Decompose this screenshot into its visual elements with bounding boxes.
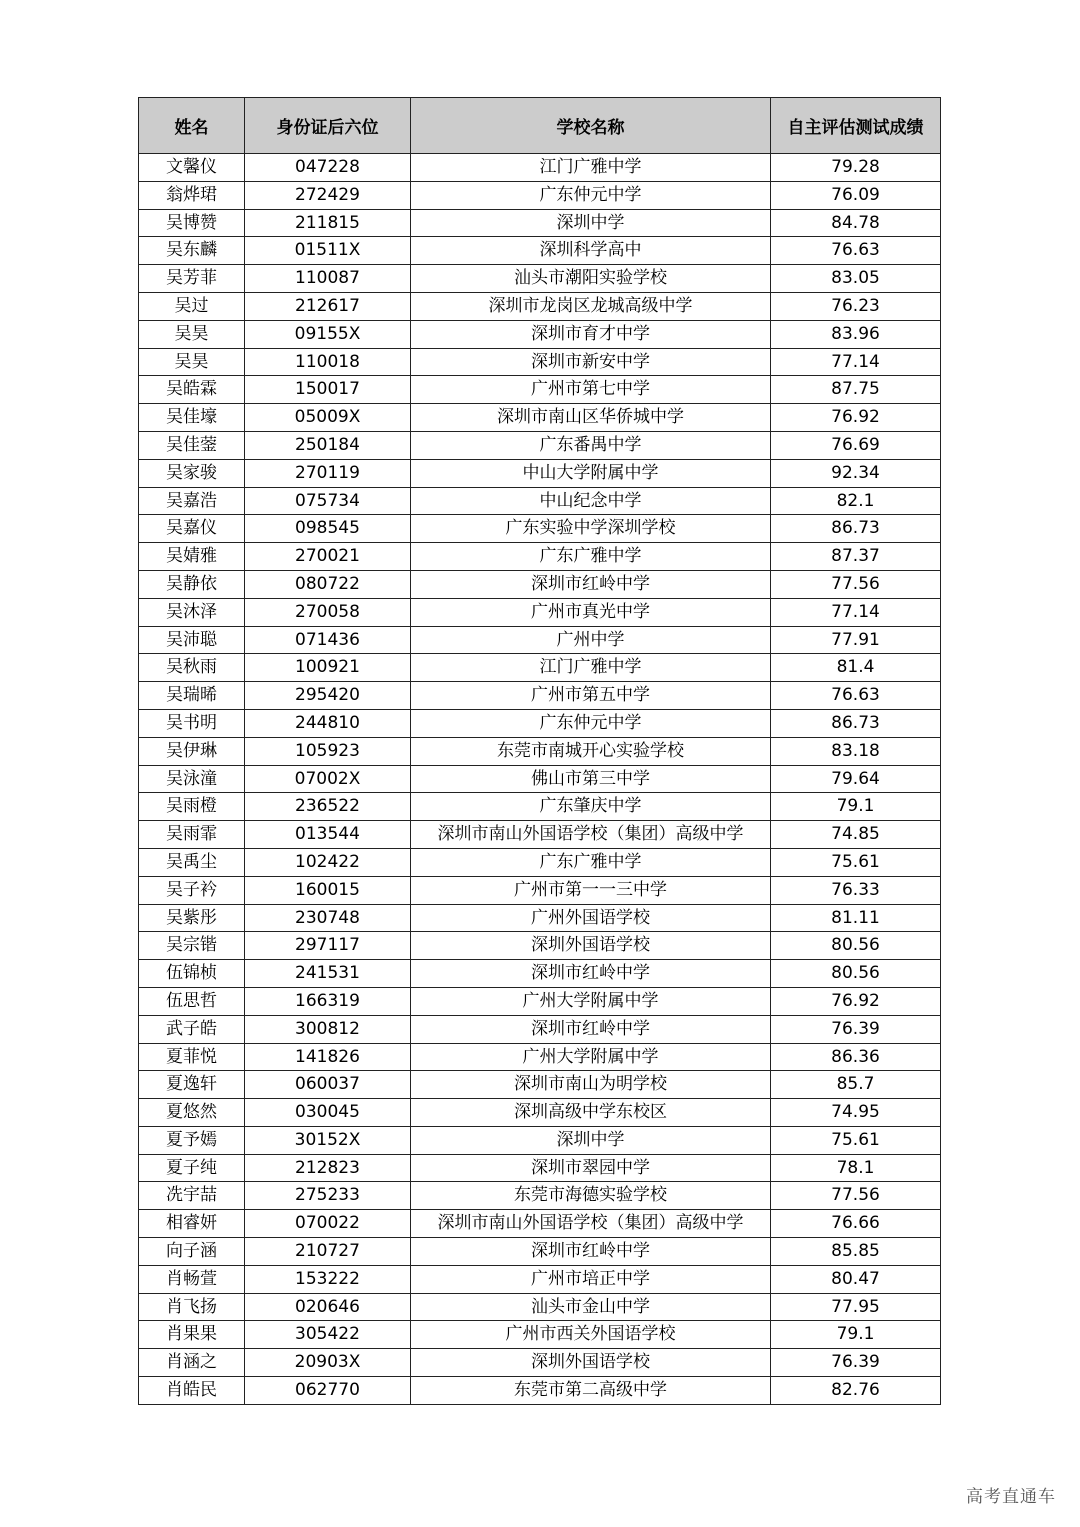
- cell-school-name: 深圳市红岭中学: [411, 960, 771, 988]
- cell-id-last-six: 236522: [245, 793, 411, 821]
- table-row: [139, 1210, 941, 1238]
- cell-name: 吴书明: [139, 709, 245, 737]
- cell-name: 吴子衿: [139, 876, 245, 904]
- cell-score: 81.11: [771, 904, 941, 932]
- table-row: [139, 1154, 941, 1182]
- cell-name: 吴静依: [139, 570, 245, 598]
- cell-name: 吴婧雅: [139, 543, 245, 571]
- cell-score: 78.1: [771, 1154, 941, 1182]
- cell-id-last-six: 212617: [245, 292, 411, 320]
- table-row: [139, 876, 941, 904]
- cell-id-last-six: 270058: [245, 598, 411, 626]
- cell-score: 77.14: [771, 348, 941, 376]
- cell-id-last-six: 020646: [245, 1293, 411, 1321]
- cell-id-last-six: 062770: [245, 1377, 411, 1405]
- cell-id-last-six: 100921: [245, 654, 411, 682]
- cell-school-name: 广东番禺中学: [411, 431, 771, 459]
- table-row: [139, 404, 941, 432]
- header-score: 自主评估测试成绩: [771, 98, 941, 154]
- cell-id-last-six: 080722: [245, 570, 411, 598]
- cell-school-name: 汕头市金山中学: [411, 1293, 771, 1321]
- cell-name: 吴雨霏: [139, 821, 245, 849]
- table-row: [139, 570, 941, 598]
- cell-id-last-six: 01511X: [245, 237, 411, 265]
- cell-school-name: 深圳外国语学校: [411, 1349, 771, 1377]
- cell-score: 76.23: [771, 292, 941, 320]
- cell-id-last-six: 07002X: [245, 765, 411, 793]
- cell-school-name: 广州市第一一三中学: [411, 876, 771, 904]
- table-row: [139, 543, 941, 571]
- cell-id-last-six: 030045: [245, 1099, 411, 1127]
- cell-school-name: 广东广雅中学: [411, 848, 771, 876]
- cell-score: 76.39: [771, 1349, 941, 1377]
- table-row: [139, 348, 941, 376]
- cell-school-name: 中山纪念中学: [411, 487, 771, 515]
- cell-id-last-six: 20903X: [245, 1349, 411, 1377]
- cell-school-name: 广东仲元中学: [411, 709, 771, 737]
- cell-name: 吴佳蓥: [139, 431, 245, 459]
- cell-id-last-six: 105923: [245, 737, 411, 765]
- cell-id-last-six: 230748: [245, 904, 411, 932]
- cell-name: 夏菲悦: [139, 1043, 245, 1071]
- cell-name: 吴过: [139, 292, 245, 320]
- cell-id-last-six: 110018: [245, 348, 411, 376]
- table-row: [139, 1265, 941, 1293]
- table-row: [139, 848, 941, 876]
- cell-id-last-six: 30152X: [245, 1126, 411, 1154]
- cell-school-name: 广东实验中学深圳学校: [411, 515, 771, 543]
- cell-name: 吴嘉仪: [139, 515, 245, 543]
- cell-school-name: 广东肇庆中学: [411, 793, 771, 821]
- cell-name: 夏悠然: [139, 1099, 245, 1127]
- cell-id-last-six: 075734: [245, 487, 411, 515]
- cell-school-name: 东莞市海德实验学校: [411, 1182, 771, 1210]
- table-row: [139, 1293, 941, 1321]
- cell-score: 83.96: [771, 320, 941, 348]
- cell-name: 肖皓民: [139, 1377, 245, 1405]
- table-row: [139, 960, 941, 988]
- cell-school-name: 深圳市红岭中学: [411, 1238, 771, 1266]
- table-row: [139, 1182, 941, 1210]
- table-row: [139, 765, 941, 793]
- cell-school-name: 佛山市第三中学: [411, 765, 771, 793]
- cell-id-last-six: 098545: [245, 515, 411, 543]
- cell-score: 77.56: [771, 1182, 941, 1210]
- cell-score: 79.64: [771, 765, 941, 793]
- cell-id-last-six: 250184: [245, 431, 411, 459]
- cell-school-name: 江门广雅中学: [411, 154, 771, 182]
- cell-school-name: 江门广雅中学: [411, 654, 771, 682]
- cell-score: 76.92: [771, 404, 941, 432]
- table-body: [139, 154, 941, 1405]
- table-row: [139, 626, 941, 654]
- cell-school-name: 深圳市龙岗区龙城高级中学: [411, 292, 771, 320]
- cell-school-name: 深圳市新安中学: [411, 348, 771, 376]
- cell-id-last-six: 102422: [245, 848, 411, 876]
- cell-score: 80.56: [771, 932, 941, 960]
- cell-score: 77.56: [771, 570, 941, 598]
- cell-school-name: 东莞市第二高级中学: [411, 1377, 771, 1405]
- table-row: [139, 821, 941, 849]
- table-row: [139, 487, 941, 515]
- table-row: [139, 1349, 941, 1377]
- cell-school-name: 深圳市南山区华侨城中学: [411, 404, 771, 432]
- cell-school-name: 广州市第五中学: [411, 682, 771, 710]
- cell-id-last-six: 297117: [245, 932, 411, 960]
- header-id-last-six: 身份证后六位: [245, 98, 411, 154]
- table-row: [139, 459, 941, 487]
- cell-id-last-six: 295420: [245, 682, 411, 710]
- cell-school-name: 广东广雅中学: [411, 543, 771, 571]
- table-row: [139, 1099, 941, 1127]
- cell-score: 85.85: [771, 1238, 941, 1266]
- table-row: [139, 154, 941, 182]
- cell-score: 77.95: [771, 1293, 941, 1321]
- score-table-container: [138, 97, 940, 1405]
- cell-school-name: 深圳市红岭中学: [411, 1015, 771, 1043]
- cell-score: 76.39: [771, 1015, 941, 1043]
- table-row: [139, 987, 941, 1015]
- cell-name: 吴紫彤: [139, 904, 245, 932]
- cell-id-last-six: 05009X: [245, 404, 411, 432]
- cell-score: 80.47: [771, 1265, 941, 1293]
- cell-name: 吴宗锴: [139, 932, 245, 960]
- table-row: [139, 1126, 941, 1154]
- table-row: [139, 1238, 941, 1266]
- cell-score: 76.66: [771, 1210, 941, 1238]
- cell-name: 肖果果: [139, 1321, 245, 1349]
- table-row: [139, 1071, 941, 1099]
- cell-name: 吴沐泽: [139, 598, 245, 626]
- cell-score: 86.36: [771, 1043, 941, 1071]
- table-row: [139, 737, 941, 765]
- cell-id-last-six: 060037: [245, 1071, 411, 1099]
- cell-name: 伍锦桢: [139, 960, 245, 988]
- cell-score: 87.37: [771, 543, 941, 571]
- header-school-name: 学校名称: [411, 98, 771, 154]
- cell-school-name: 深圳市红岭中学: [411, 570, 771, 598]
- cell-name: 吴皓霖: [139, 376, 245, 404]
- cell-name: 伍思哲: [139, 987, 245, 1015]
- cell-id-last-six: 141826: [245, 1043, 411, 1071]
- cell-name: 吴佳壕: [139, 404, 245, 432]
- cell-id-last-six: 244810: [245, 709, 411, 737]
- cell-name: 吴博赞: [139, 209, 245, 237]
- cell-school-name: 深圳科学高中: [411, 237, 771, 265]
- cell-score: 76.09: [771, 181, 941, 209]
- cell-id-last-six: 153222: [245, 1265, 411, 1293]
- cell-name: 吴东麟: [139, 237, 245, 265]
- cell-id-last-six: 211815: [245, 209, 411, 237]
- cell-id-last-six: 210727: [245, 1238, 411, 1266]
- table-row: [139, 1015, 941, 1043]
- cell-score: 76.92: [771, 987, 941, 1015]
- cell-score: 86.73: [771, 709, 941, 737]
- cell-name: 肖飞扬: [139, 1293, 245, 1321]
- cell-id-last-six: 09155X: [245, 320, 411, 348]
- cell-name: 吴嘉浩: [139, 487, 245, 515]
- cell-id-last-six: 275233: [245, 1182, 411, 1210]
- cell-name: 武子皓: [139, 1015, 245, 1043]
- cell-name: 肖畅萱: [139, 1265, 245, 1293]
- cell-id-last-six: 013544: [245, 821, 411, 849]
- cell-name: 吴沛聪: [139, 626, 245, 654]
- cell-school-name: 广州大学附属中学: [411, 1043, 771, 1071]
- table-row: [139, 237, 941, 265]
- table-row: [139, 292, 941, 320]
- cell-id-last-six: 110087: [245, 265, 411, 293]
- cell-score: 82.76: [771, 1377, 941, 1405]
- cell-name: 夏予嫣: [139, 1126, 245, 1154]
- cell-name: 文馨仪: [139, 154, 245, 182]
- cell-name: 向子涵: [139, 1238, 245, 1266]
- cell-school-name: 东莞市南城开心实验学校: [411, 737, 771, 765]
- cell-score: 83.18: [771, 737, 941, 765]
- table-row: [139, 598, 941, 626]
- cell-school-name: 汕头市潮阳实验学校: [411, 265, 771, 293]
- cell-score: 75.61: [771, 848, 941, 876]
- table-row: [139, 431, 941, 459]
- cell-id-last-six: 300812: [245, 1015, 411, 1043]
- cell-id-last-six: 241531: [245, 960, 411, 988]
- cell-score: 79.1: [771, 793, 941, 821]
- cell-id-last-six: 047228: [245, 154, 411, 182]
- cell-school-name: 广州市培正中学: [411, 1265, 771, 1293]
- cell-name: 夏子纯: [139, 1154, 245, 1182]
- cell-score: 74.85: [771, 821, 941, 849]
- cell-school-name: 深圳市南山为明学校: [411, 1071, 771, 1099]
- score-table: [138, 97, 941, 1405]
- table-row: [139, 320, 941, 348]
- cell-name: 翁烨珺: [139, 181, 245, 209]
- cell-score: 76.63: [771, 682, 941, 710]
- table-row: [139, 904, 941, 932]
- table-row: [139, 709, 941, 737]
- cell-school-name: 广东仲元中学: [411, 181, 771, 209]
- cell-score: 75.61: [771, 1126, 941, 1154]
- cell-school-name: 深圳外国语学校: [411, 932, 771, 960]
- cell-id-last-six: 070022: [245, 1210, 411, 1238]
- cell-score: 83.05: [771, 265, 941, 293]
- cell-name: 夏逸轩: [139, 1071, 245, 1099]
- cell-school-name: 广州市西关外国语学校: [411, 1321, 771, 1349]
- cell-score: 76.69: [771, 431, 941, 459]
- cell-id-last-six: 150017: [245, 376, 411, 404]
- table-row: [139, 515, 941, 543]
- table-row: [139, 1043, 941, 1071]
- cell-score: 87.75: [771, 376, 941, 404]
- watermark: 高考直通车: [966, 1487, 1056, 1507]
- cell-id-last-six: 212823: [245, 1154, 411, 1182]
- cell-name: 吴瑞晞: [139, 682, 245, 710]
- cell-name: 吴禹尘: [139, 848, 245, 876]
- table-row: [139, 1377, 941, 1405]
- cell-score: 92.34: [771, 459, 941, 487]
- table-row: [139, 209, 941, 237]
- cell-id-last-six: 270119: [245, 459, 411, 487]
- cell-school-name: 中山大学附属中学: [411, 459, 771, 487]
- cell-name: 相睿妍: [139, 1210, 245, 1238]
- table-row: [139, 654, 941, 682]
- cell-school-name: 深圳市育才中学: [411, 320, 771, 348]
- cell-score: 74.95: [771, 1099, 941, 1127]
- table-row: [139, 181, 941, 209]
- cell-name: 肖涵之: [139, 1349, 245, 1377]
- cell-name: 冼宇喆: [139, 1182, 245, 1210]
- cell-name: 吴昊: [139, 348, 245, 376]
- table-row: [139, 793, 941, 821]
- table-row: [139, 932, 941, 960]
- cell-score: 85.7: [771, 1071, 941, 1099]
- cell-name: 吴伊琳: [139, 737, 245, 765]
- cell-name: 吴芳菲: [139, 265, 245, 293]
- cell-score: 76.63: [771, 237, 941, 265]
- cell-id-last-six: 166319: [245, 987, 411, 1015]
- cell-id-last-six: 071436: [245, 626, 411, 654]
- cell-school-name: 广州外国语学校: [411, 904, 771, 932]
- cell-score: 81.4: [771, 654, 941, 682]
- cell-id-last-six: 305422: [245, 1321, 411, 1349]
- cell-id-last-six: 272429: [245, 181, 411, 209]
- cell-school-name: 广州中学: [411, 626, 771, 654]
- cell-score: 84.78: [771, 209, 941, 237]
- cell-score: 76.33: [771, 876, 941, 904]
- cell-score: 77.14: [771, 598, 941, 626]
- table-row: [139, 1321, 941, 1349]
- cell-score: 79.28: [771, 154, 941, 182]
- cell-name: 吴泳潼: [139, 765, 245, 793]
- cell-name: 吴雨橙: [139, 793, 245, 821]
- cell-school-name: 深圳市南山外国语学校（集团）高级中学: [411, 821, 771, 849]
- cell-school-name: 深圳市翠园中学: [411, 1154, 771, 1182]
- cell-id-last-six: 270021: [245, 543, 411, 571]
- cell-school-name: 深圳中学: [411, 209, 771, 237]
- cell-school-name: 广州市第七中学: [411, 376, 771, 404]
- cell-name: 吴昊: [139, 320, 245, 348]
- cell-score: 79.1: [771, 1321, 941, 1349]
- header-name: 姓名: [139, 98, 245, 154]
- cell-score: 86.73: [771, 515, 941, 543]
- cell-school-name: 深圳高级中学东校区: [411, 1099, 771, 1127]
- cell-name: 吴家骏: [139, 459, 245, 487]
- cell-score: 77.91: [771, 626, 941, 654]
- cell-score: 82.1: [771, 487, 941, 515]
- table-row: [139, 682, 941, 710]
- table-header-row: [139, 98, 941, 154]
- table-row: [139, 265, 941, 293]
- cell-school-name: 广州大学附属中学: [411, 987, 771, 1015]
- cell-id-last-six: 160015: [245, 876, 411, 904]
- table-row: [139, 376, 941, 404]
- cell-school-name: 深圳中学: [411, 1126, 771, 1154]
- cell-name: 吴秋雨: [139, 654, 245, 682]
- cell-school-name: 广州市真光中学: [411, 598, 771, 626]
- cell-school-name: 深圳市南山外国语学校（集团）高级中学: [411, 1210, 771, 1238]
- cell-score: 80.56: [771, 960, 941, 988]
